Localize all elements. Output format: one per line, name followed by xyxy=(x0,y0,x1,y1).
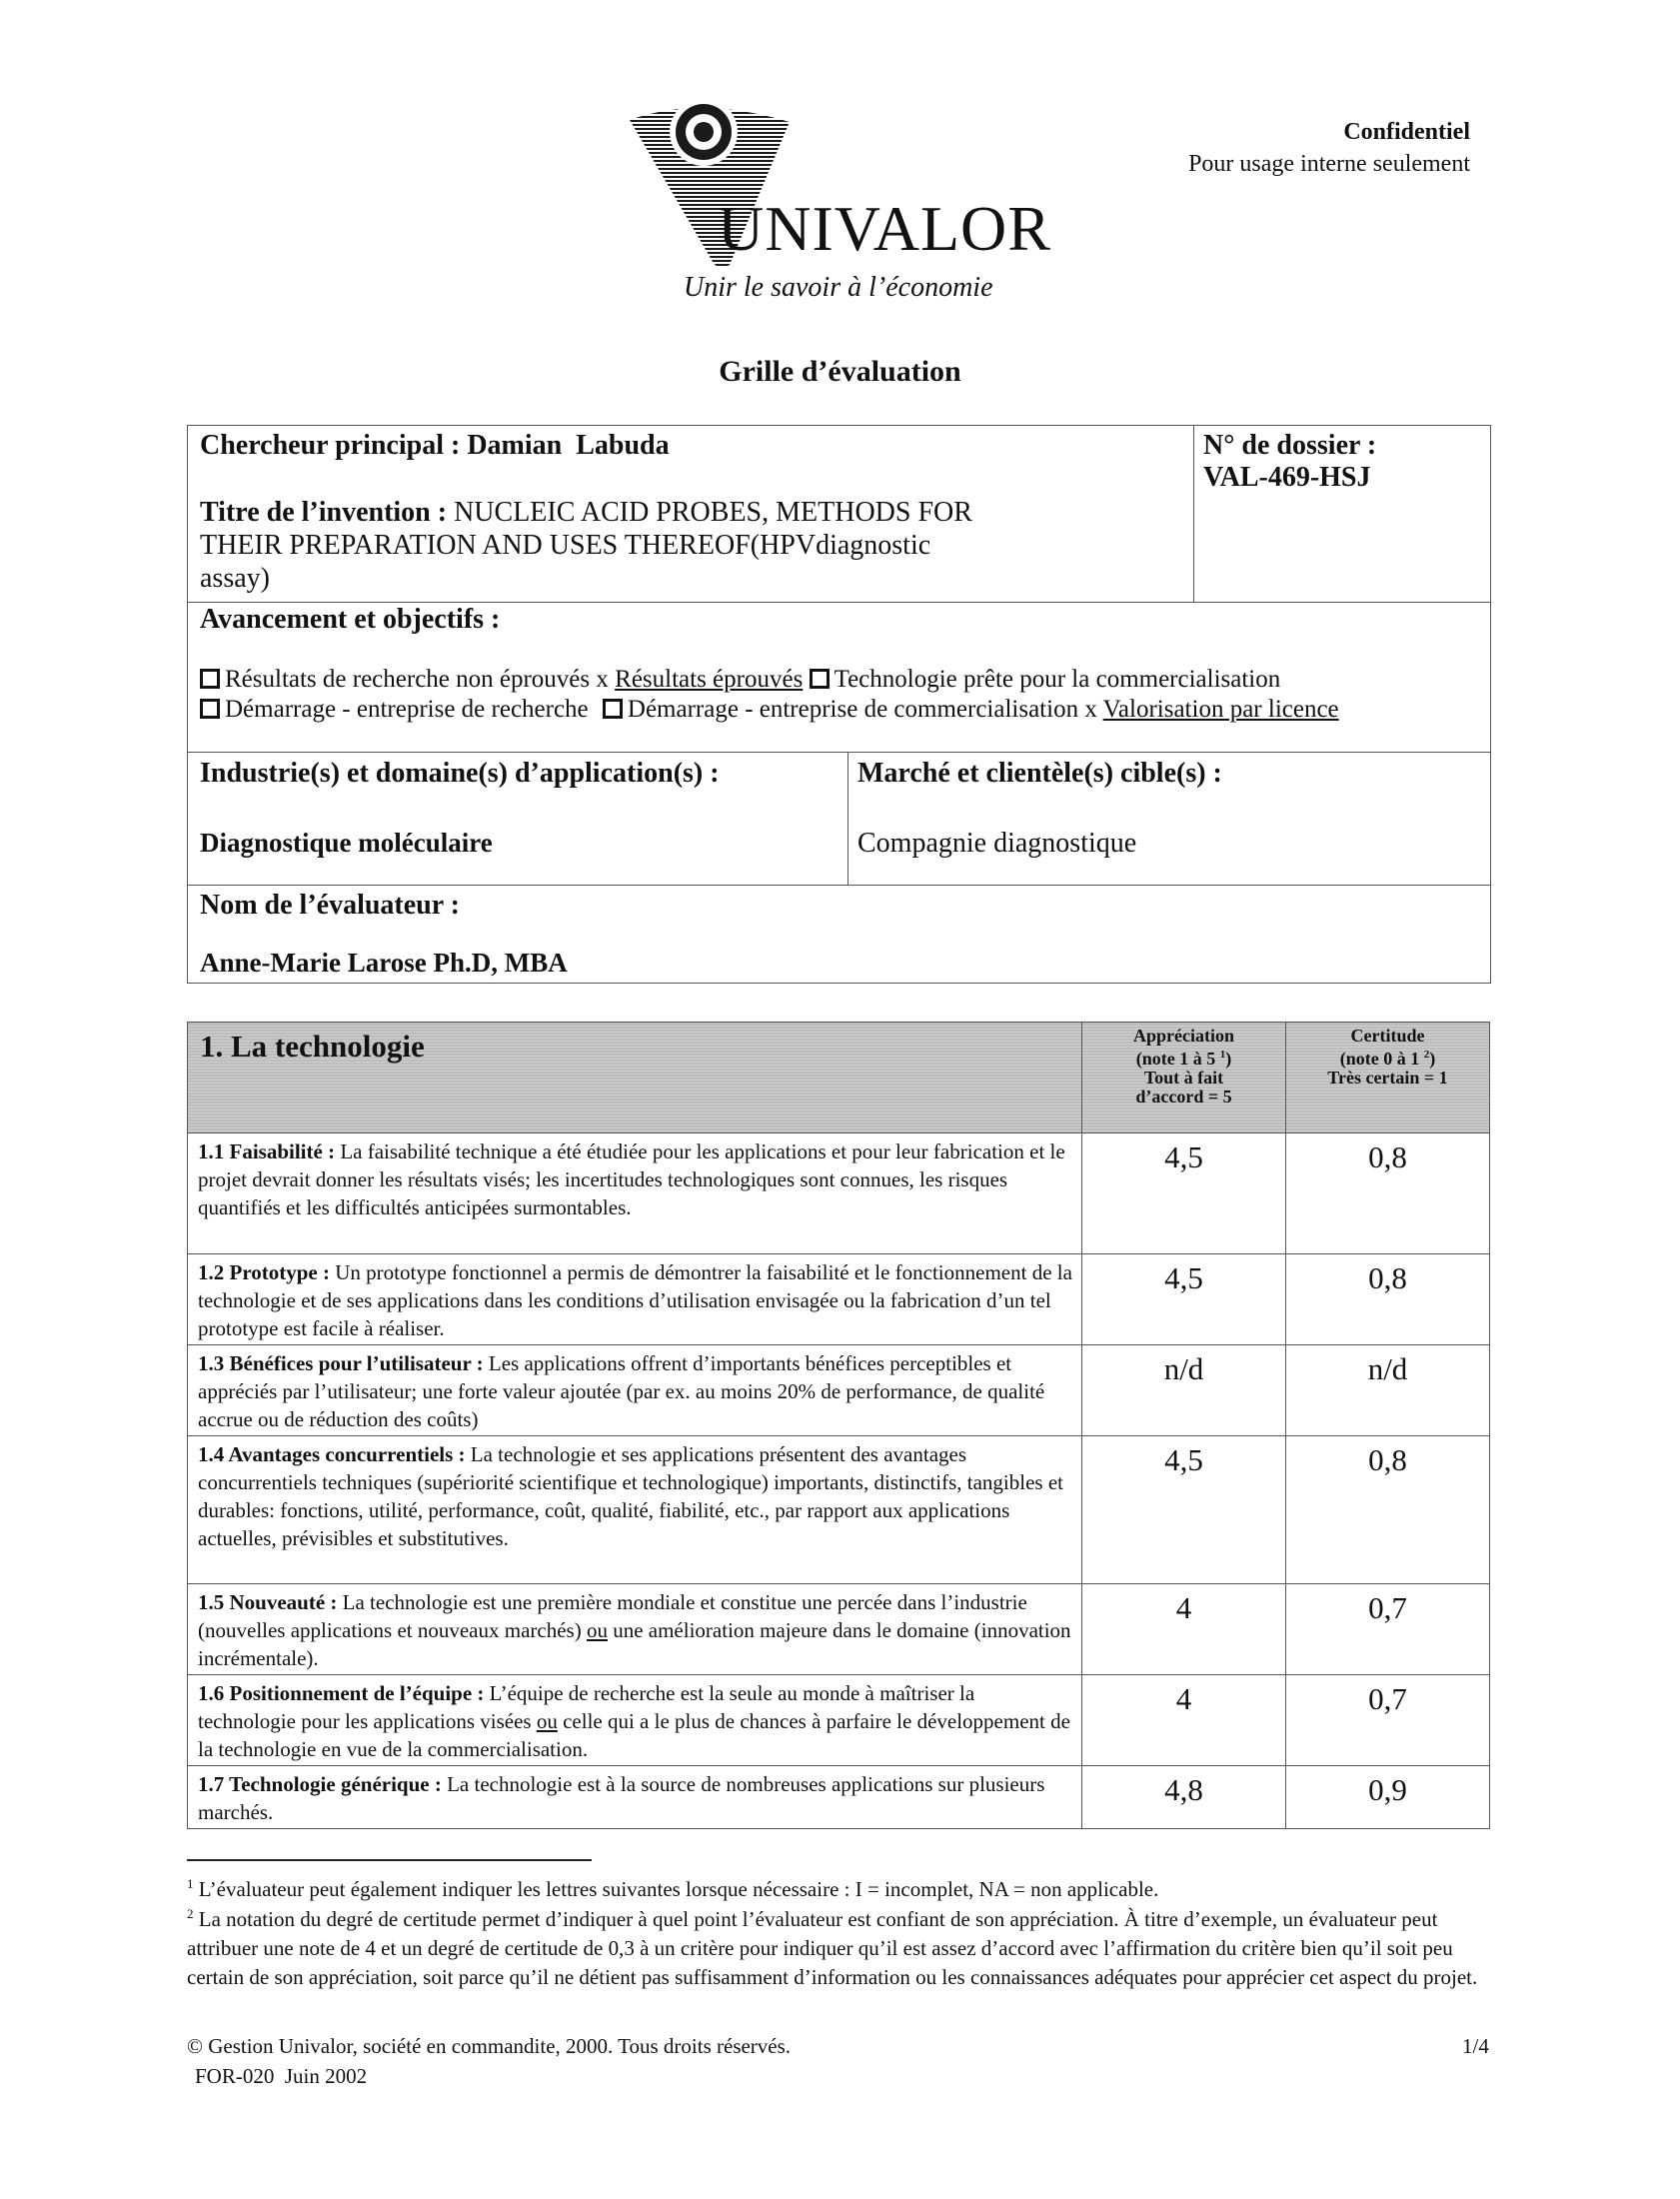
file-number-value: VAL-469-HSJ xyxy=(1203,462,1371,493)
appreciation-score: n/d xyxy=(1082,1345,1286,1436)
appreciation-score: 4,5 xyxy=(1082,1254,1286,1345)
invention-title-line2: THEIR PREPARATION AND USES THEREOF(HPVdiagnostic xyxy=(200,530,931,561)
appreciation-score: 4,5 xyxy=(1082,1436,1286,1584)
criterion-team-positioning: 1.6 Positionnement de l’équipe : L’équipe de recherche est la seule au monde à maîtriser la technologie pour les applications visées ou celle qui a le plus de chances à parfaire le développement de la technologie en vue de la commercialisation. xyxy=(188,1675,1082,1766)
option-research-startup: Démarrage - entreprise de recherche xyxy=(200,696,589,723)
footnote-2: $^2$ La notation du degré de certitude permet d’indiquer à quel point l’évaluateur est confiant de son appréciation. À titre d’exemple, un évaluateur peut attribuer une note de 4 et un degré de certitude de 0,3 à un critère pour indiquer qu’il est assez d’accord avec l’affirmation du critère bien qu’il soit peu certain de son appréciation, soit parce qu’il ne détient pas suffisamment d’information ou les connaissances adéquates pour apprécier cet aspect du projet. xyxy=(187,1906,1478,1989)
criterion-user-benefits: 1.3 Bénéfices pour l’utilisateur : Les applications offrent d’importants bénéfices perceptibles et appréciés par l’utilisateur; une forte valeur ajoutée (par ex. au moins 20% de performance, de qualité accrue ou de réduction des coûts) xyxy=(188,1345,1082,1436)
certitude-score: n/d xyxy=(1286,1345,1490,1436)
checkbox-empty-icon xyxy=(810,669,830,689)
certitude-score: 0,9 xyxy=(1286,1766,1490,1829)
appreciation-score: 4 xyxy=(1082,1584,1286,1675)
certitude-score: 0,8 xyxy=(1286,1436,1490,1584)
certitude-score: 0,8 xyxy=(1286,1133,1490,1254)
option-proven-results: x Résultats éprouvés xyxy=(596,666,804,693)
option-ready-for-commercialization: Technologie prête pour la commercialisation xyxy=(810,666,1281,693)
table-row xyxy=(188,1254,1490,1345)
industry-label: Industrie(s) et domaine(s) d’application(s) : xyxy=(200,758,720,789)
progress-label: Avancement et objectifs : xyxy=(200,604,501,635)
table-header-row xyxy=(188,1023,1490,1133)
checkbox-empty-icon xyxy=(200,699,220,719)
certitude-score: 0,7 xyxy=(1286,1675,1490,1766)
appreciation-score: 4,8 xyxy=(1082,1766,1286,1829)
footnote-1: $^1$ L’évaluateur peut également indiquer les lettres suivantes lorsque nécessaire : I = incomplet, NA = non applicable. xyxy=(187,1876,1159,1901)
option-commercial-startup: Démarrage - entreprise de commercialisation xyxy=(595,696,1078,723)
appreciation-score: 4,5 xyxy=(1082,1133,1286,1254)
table-row xyxy=(188,1766,1490,1829)
internal-use-label: Pour usage interne seulement xyxy=(1188,151,1470,177)
invention-label: Titre de l’invention : xyxy=(200,497,448,528)
univalor-logo xyxy=(620,100,1069,315)
checkbox-empty-icon xyxy=(200,669,220,689)
certitude-score: 0,7 xyxy=(1286,1584,1490,1675)
option-unproven-results: Résultats de recherche non éprouvés xyxy=(200,666,590,693)
logo-tagline: Unir le savoir à l’économie xyxy=(684,272,993,303)
table-row xyxy=(188,1436,1490,1584)
researcher-name: Damian Labuda xyxy=(467,430,670,461)
evaluation-table xyxy=(187,1022,1490,1829)
market-value: Compagnie diagnostique xyxy=(857,828,1137,859)
invention-title-field xyxy=(200,496,1189,595)
invention-title-line3: assay) xyxy=(200,563,270,594)
table-row xyxy=(188,1133,1490,1254)
form-code: FOR-020 Juin 2002 xyxy=(195,2064,368,2088)
file-number-field xyxy=(1203,430,1376,494)
checkbox-empty-icon xyxy=(603,699,623,719)
confidential-label: Confidentiel xyxy=(1343,119,1470,145)
project-info-box xyxy=(187,425,1491,984)
criterion-generic-technology: 1.7 Technologie générique : La technologie est à la source de nombreuses applications sur plusieurs marchés. xyxy=(188,1766,1082,1829)
checkbox-x-mark: x xyxy=(1084,696,1097,723)
footnote-divider xyxy=(187,1859,592,1861)
criterion-competitive-advantages: 1.4 Avantages concurrentiels : La technologie et ses applications présentent des avantages concurrentiels techniques (supériorité scientifique et technologique) importants, distinctifs, tangibles et durables: fonctions, utilité, performance, coût, qualité, fiabilité, etc., par rapport aux applications actuelles, prévisibles et substitutives. xyxy=(188,1436,1082,1584)
section-title: 1. La technologie xyxy=(188,1023,1082,1133)
criterion-prototype: 1.2 Prototype : Un prototype fonctionnel a permis de démontrer la faisabilité et le fonctionnement de la technologie et de ses applications dans les conditions d’utilisation envisagée ou la fabrication d’un tel prototype est facile à réaliser. xyxy=(188,1254,1082,1345)
researcher-field xyxy=(200,430,670,462)
certitude-score: 0,8 xyxy=(1286,1254,1490,1345)
invention-title-line1: NUCLEIC ACID PROBES, METHODS FOR xyxy=(454,497,972,528)
confidentiality-notice xyxy=(1188,116,1470,180)
evaluator-label: Nom de l’évaluateur : xyxy=(200,890,460,921)
evaluator-name: Anne-Marie Larose Ph.D, MBA xyxy=(200,948,568,978)
researcher-label: Chercheur principal : xyxy=(200,430,461,461)
logo-wordmark: UNIVALOR xyxy=(718,193,1051,264)
document-title: Grille d’évaluation xyxy=(719,355,961,388)
appreciation-score: 4 xyxy=(1082,1675,1286,1766)
option-licensing: x Valorisation par licence xyxy=(1084,696,1339,723)
table-row xyxy=(188,1584,1490,1675)
progress-options-row-1 xyxy=(200,666,1280,694)
page-number: 1/4 xyxy=(1462,2034,1489,2058)
industry-value: Diagnostique moléculaire xyxy=(200,828,493,858)
table-row xyxy=(188,1675,1490,1766)
criterion-feasibility: 1.1 Faisabilité : La faisabilité technique a été étudiée pour les applications et pour leur fabrication et le projet devrait donner les résultats visés; les incertitudes technologiques sont connues, les risques quantifiés et les difficultés anticipées surmontables. xyxy=(188,1133,1082,1254)
checkbox-x-mark: x xyxy=(596,666,609,693)
progress-options-row-2 xyxy=(200,696,1339,724)
market-label: Marché et clientèle(s) cible(s) : xyxy=(857,758,1222,789)
appreciation-column-header: Appréciation (note 1 à 5 $^1$) Tout à fait d’accord = 5 xyxy=(1082,1023,1286,1133)
criterion-novelty: 1.5 Nouveauté : La technologie est une première mondiale et constitue une percée dans l’industrie (nouvelles applications et nouveaux marchés) ou une amélioration majeure dans le domaine (innovation incrémentale). xyxy=(188,1584,1082,1675)
table-row xyxy=(188,1345,1490,1436)
copyright-notice: © Gestion Univalor, société en commandite, 2000. Tous droits réservés. xyxy=(187,2034,792,2058)
file-number-label: N° de dossier : xyxy=(1203,430,1377,461)
certitude-column-header: Certitude (note 0 à 1 $^2$) Très certain = 1 xyxy=(1286,1023,1490,1133)
